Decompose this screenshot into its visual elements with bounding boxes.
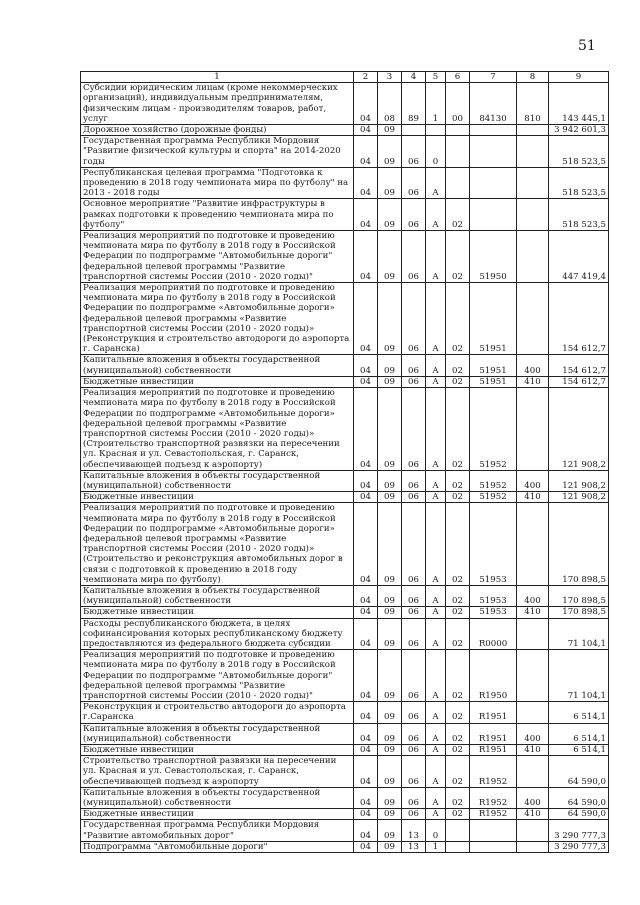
row-name-cell: Бюджетные инвестиции — [81, 607, 354, 618]
code-cell: R1951 — [470, 702, 517, 723]
code-cell: 410 — [517, 809, 549, 820]
code-cell: 06 — [402, 231, 426, 283]
row-name-cell: Государственная программа Республики Мордовия "Развитие физической культуры и спорта" на 2014-2020 годы — [81, 136, 354, 168]
code-cell: 09 — [378, 199, 402, 231]
code-cell: 02 — [446, 702, 470, 723]
code-cell — [446, 820, 470, 841]
code-cell: 02 — [446, 199, 470, 231]
code-cell: 09 — [378, 809, 402, 820]
code-cell: А — [426, 756, 446, 788]
code-cell — [446, 125, 470, 136]
row-name-cell: Республиканская целевая программа "Подготовка к проведению в 2018 году чемпионата мира по футболу" на 2013 - 2018 годы — [81, 167, 354, 199]
column-header: 4 — [402, 72, 426, 83]
code-cell: 02 — [446, 355, 470, 376]
table-row — [81, 650, 609, 702]
code-cell — [517, 167, 549, 199]
code-cell: 0 — [426, 136, 446, 168]
code-cell — [517, 618, 549, 650]
row-name-cell: Бюджетные инвестиции — [81, 809, 354, 820]
code-cell: 400 — [517, 470, 549, 491]
code-cell: 06 — [402, 745, 426, 756]
amount-cell: 6 514,1 — [549, 723, 609, 744]
code-cell: 09 — [378, 376, 402, 387]
code-cell: 400 — [517, 723, 549, 744]
code-cell: 410 — [517, 492, 549, 503]
code-cell — [446, 136, 470, 168]
table-row — [81, 167, 609, 199]
table-row — [81, 756, 609, 788]
code-cell: 06 — [402, 503, 426, 586]
code-cell: 09 — [378, 503, 402, 586]
table-row — [81, 607, 609, 618]
code-cell: 06 — [402, 470, 426, 491]
code-cell: 04 — [354, 388, 378, 471]
code-cell — [446, 841, 470, 852]
code-cell — [517, 199, 549, 231]
code-cell: 09 — [378, 585, 402, 606]
budget-table — [80, 71, 609, 853]
code-cell: 04 — [354, 723, 378, 744]
amount-cell: 518 523,5 — [549, 167, 609, 199]
code-cell: R1950 — [470, 650, 517, 702]
amount-cell: 6 514,1 — [549, 702, 609, 723]
code-cell: 04 — [354, 809, 378, 820]
amount-cell: 71 104,1 — [549, 618, 609, 650]
code-cell: 06 — [402, 355, 426, 376]
code-cell: 02 — [446, 607, 470, 618]
code-cell: 84130 — [470, 83, 517, 125]
code-cell: А — [426, 283, 446, 355]
code-cell: 04 — [354, 83, 378, 125]
code-cell — [446, 167, 470, 199]
code-cell: 04 — [354, 607, 378, 618]
code-cell: 51953 — [470, 503, 517, 586]
code-cell: А — [426, 745, 446, 756]
amount-cell: 6 514,1 — [549, 745, 609, 756]
row-name-cell: Основное мероприятие "Развитие инфраструктуры в рамках подготовки к проведению чемпионата мира по футболу" — [81, 199, 354, 231]
column-header: 7 — [470, 72, 517, 83]
code-cell: 0 — [426, 820, 446, 841]
table-row — [81, 136, 609, 168]
column-header: 1 — [81, 72, 354, 83]
table-row — [81, 841, 609, 852]
code-cell: 09 — [378, 355, 402, 376]
code-cell: А — [426, 492, 446, 503]
code-cell: А — [426, 618, 446, 650]
row-name-cell: Капитальные вложения в объекты государственной (муниципальной) собственности — [81, 723, 354, 744]
code-cell: 06 — [402, 787, 426, 808]
code-cell: А — [426, 607, 446, 618]
code-cell: 09 — [378, 388, 402, 471]
table-row — [81, 503, 609, 586]
code-cell: А — [426, 167, 446, 199]
code-cell: 02 — [446, 470, 470, 491]
table-row — [81, 83, 609, 125]
amount-cell: 518 523,5 — [549, 136, 609, 168]
table-row — [81, 492, 609, 503]
code-cell: 02 — [446, 585, 470, 606]
amount-cell: 170 898,5 — [549, 503, 609, 586]
code-cell — [470, 167, 517, 199]
code-cell — [517, 231, 549, 283]
table-row — [81, 388, 609, 471]
code-cell: А — [426, 585, 446, 606]
code-cell: 51953 — [470, 585, 517, 606]
code-cell: 09 — [378, 650, 402, 702]
amount-cell: 447 419,4 — [549, 231, 609, 283]
code-cell: 04 — [354, 283, 378, 355]
code-cell: 09 — [378, 492, 402, 503]
code-cell — [517, 136, 549, 168]
table-row — [81, 376, 609, 387]
code-cell: 04 — [354, 745, 378, 756]
row-name-cell: Капитальные вложения в объекты государственной (муниципальной) собственности — [81, 585, 354, 606]
code-cell: 02 — [446, 388, 470, 471]
code-cell: 02 — [446, 503, 470, 586]
code-cell: 02 — [446, 650, 470, 702]
code-cell: 400 — [517, 585, 549, 606]
code-cell: 13 — [402, 820, 426, 841]
code-cell: 04 — [354, 650, 378, 702]
table-row — [81, 125, 609, 136]
row-name-cell: Бюджетные инвестиции — [81, 376, 354, 387]
code-cell: А — [426, 355, 446, 376]
code-cell: 08 — [378, 83, 402, 125]
code-cell: 06 — [402, 702, 426, 723]
code-cell: 89 — [402, 83, 426, 125]
code-cell: 04 — [354, 167, 378, 199]
amount-cell: 121 908,2 — [549, 470, 609, 491]
code-cell: 04 — [354, 355, 378, 376]
code-cell: 02 — [446, 231, 470, 283]
code-cell: 02 — [446, 283, 470, 355]
code-cell: 13 — [402, 841, 426, 852]
code-cell: 06 — [402, 199, 426, 231]
code-cell: 02 — [446, 809, 470, 820]
code-cell: 04 — [354, 376, 378, 387]
table-row — [81, 820, 609, 841]
amount-cell: 3 290 777,3 — [549, 841, 609, 852]
code-cell — [517, 820, 549, 841]
code-cell: R1952 — [470, 787, 517, 808]
code-cell: А — [426, 787, 446, 808]
code-cell — [517, 125, 549, 136]
row-name-cell: Субсидии юридическим лицам (кроме некоммерческих организаций), индивидуальным предпринимателям, физическим лицам - производителям товаров, работ, услуг — [81, 83, 354, 125]
code-cell: 51953 — [470, 607, 517, 618]
code-cell: 06 — [402, 607, 426, 618]
code-cell: 09 — [378, 702, 402, 723]
code-cell: А — [426, 231, 446, 283]
amount-cell: 71 104,1 — [549, 650, 609, 702]
code-cell: 09 — [378, 470, 402, 491]
row-name-cell: Реализация мероприятий по подготовке и проведению чемпионата мира по футболу в 2018 году в Российской Федерации по подпрограмме «Автомобильные дороги» федеральной целевой программы «Развитие транспортной системы России (2010 - 2020 годы)» (Строительство транспортной развязки на пересечении ул. Красная и ул. Севастопольская, г. Саранск, обеспечивающей подъезд к аэропорту) — [81, 388, 354, 471]
code-cell: А — [426, 723, 446, 744]
code-cell: А — [426, 503, 446, 586]
amount-cell: 518 523,5 — [549, 199, 609, 231]
row-name-cell: Капитальные вложения в объекты государственной (муниципальной) собственности — [81, 787, 354, 808]
code-cell — [470, 841, 517, 852]
code-cell: 06 — [402, 756, 426, 788]
code-cell — [470, 820, 517, 841]
table-row — [81, 745, 609, 756]
amount-cell: 154 612,7 — [549, 376, 609, 387]
amount-cell: 64 590,0 — [549, 756, 609, 788]
row-name-cell: Реализация мероприятий по подготовке и проведению чемпионата мира по футболу в 2018 году в Российской Федерации по подпрограмме "Автомобильные дороги" федеральной целевой программы "Развитие транспортной системы России (2010 - 2020 годы)" — [81, 650, 354, 702]
code-cell: А — [426, 809, 446, 820]
code-cell — [470, 125, 517, 136]
code-cell: А — [426, 702, 446, 723]
code-cell — [517, 841, 549, 852]
code-cell: 02 — [446, 745, 470, 756]
row-name-cell: Бюджетные инвестиции — [81, 492, 354, 503]
table-row — [81, 809, 609, 820]
code-cell: 06 — [402, 585, 426, 606]
code-cell: 02 — [446, 756, 470, 788]
column-header: 6 — [446, 72, 470, 83]
amount-cell: 170 898,5 — [549, 607, 609, 618]
amount-cell: 143 445,1 — [549, 83, 609, 125]
amount-cell: 3 290 777,3 — [549, 820, 609, 841]
code-cell: 1 — [426, 83, 446, 125]
amount-cell: 121 908,2 — [549, 388, 609, 471]
code-cell: 04 — [354, 136, 378, 168]
code-cell: 06 — [402, 723, 426, 744]
code-cell: 51950 — [470, 231, 517, 283]
code-cell: 51951 — [470, 355, 517, 376]
code-cell: 1 — [426, 841, 446, 852]
code-cell: 04 — [354, 503, 378, 586]
table-row — [81, 355, 609, 376]
code-cell: 02 — [446, 376, 470, 387]
code-cell: А — [426, 470, 446, 491]
table-row — [81, 723, 609, 744]
amount-cell: 3 942 601,3 — [549, 125, 609, 136]
column-header: 2 — [354, 72, 378, 83]
code-cell — [517, 283, 549, 355]
column-header: 5 — [426, 72, 446, 83]
table-row — [81, 199, 609, 231]
code-cell: 09 — [378, 723, 402, 744]
amount-cell: 154 612,7 — [549, 355, 609, 376]
code-cell: 02 — [446, 492, 470, 503]
code-cell — [517, 756, 549, 788]
code-cell: 06 — [402, 283, 426, 355]
code-cell: 400 — [517, 787, 549, 808]
amount-cell: 154 612,7 — [549, 283, 609, 355]
code-cell: 09 — [378, 618, 402, 650]
code-cell: 09 — [378, 787, 402, 808]
amount-cell: 121 908,2 — [549, 492, 609, 503]
row-name-cell: Дорожное хозяйство (дорожные фонды) — [81, 125, 354, 136]
code-cell: 04 — [354, 470, 378, 491]
code-cell: А — [426, 650, 446, 702]
code-cell: 09 — [378, 167, 402, 199]
amount-cell: 64 590,0 — [549, 809, 609, 820]
row-name-cell: Реализация мероприятий по подготовке и проведению чемпионата мира по футболу в 2018 году в Российской Федерации по подпрограмме «Автомобильные дороги» федеральной целевой программы «Развитие транспортной системы России (2010 - 2020 годы)» (Строительство и реконструкция автомобильных дорог в связи с подготовкой к проведению в 2018 году чемпионата мира по футболу) — [81, 503, 354, 586]
code-cell: 06 — [402, 376, 426, 387]
code-cell: 04 — [354, 756, 378, 788]
code-cell: 09 — [378, 125, 402, 136]
table-row — [81, 787, 609, 808]
code-cell: А — [426, 376, 446, 387]
code-cell: А — [426, 199, 446, 231]
code-cell: R1951 — [470, 745, 517, 756]
code-cell: 09 — [378, 231, 402, 283]
column-header: 8 — [517, 72, 549, 83]
code-cell: 09 — [378, 756, 402, 788]
code-cell: 04 — [354, 820, 378, 841]
column-header: 9 — [549, 72, 609, 83]
table-row — [81, 283, 609, 355]
code-cell: 04 — [354, 231, 378, 283]
code-cell: 09 — [378, 745, 402, 756]
amount-cell: 170 898,5 — [549, 585, 609, 606]
code-cell: 04 — [354, 618, 378, 650]
code-cell: R1952 — [470, 756, 517, 788]
column-header: 3 — [378, 72, 402, 83]
code-cell: R1951 — [470, 723, 517, 744]
code-cell — [470, 136, 517, 168]
code-cell: 02 — [446, 787, 470, 808]
row-name-cell: Реконструкция и строительство автодороги до аэропорта г.Саранска — [81, 702, 354, 723]
code-cell: 810 — [517, 83, 549, 125]
code-cell: 410 — [517, 607, 549, 618]
row-name-cell: Капитальные вложения в объекты государственной (муниципальной) собственности — [81, 355, 354, 376]
code-cell: 06 — [402, 167, 426, 199]
row-name-cell: Строительство транспортной развязки на пересечении ул. Красная и ул. Севастопольская, г. Саранск, обеспечивающей подъезд к аэропорту — [81, 756, 354, 788]
code-cell: 09 — [378, 820, 402, 841]
table-row — [81, 585, 609, 606]
row-name-cell: Расходы республиканского бюджета, в целях софинансирования которых республиканскому бюджету предоставляются из федерального бюджета субсидии — [81, 618, 354, 650]
code-cell: А — [426, 388, 446, 471]
code-cell: 06 — [402, 388, 426, 471]
code-cell: 04 — [354, 841, 378, 852]
row-name-cell: Капитальные вложения в объекты государственной (муниципальной) собственности — [81, 470, 354, 491]
code-cell: R0000 — [470, 618, 517, 650]
table-row — [81, 618, 609, 650]
code-cell: 09 — [378, 841, 402, 852]
table-row — [81, 702, 609, 723]
row-name-cell: Реализация мероприятий по подготовке и проведению чемпионата мира по футболу в 2018 году в Российской Федерации по подпрограмме «Автомобильные дороги» федеральной целевой программы «Развитие транспортной системы России (2010 - 2020 годы)» (Реконструкция и строительство автодороги до аэропорта г. Саранска) — [81, 283, 354, 355]
table-row — [81, 231, 609, 283]
code-cell: 04 — [354, 585, 378, 606]
code-cell: R1952 — [470, 809, 517, 820]
code-cell: 04 — [354, 125, 378, 136]
table-body — [81, 83, 609, 853]
code-cell: 51952 — [470, 388, 517, 471]
row-name-cell: Реализация мероприятий по подготовке и проведению чемпионата мира по футболу в 2018 году в Российской Федерации по подпрограмме "Автомобильные дороги" федеральной целевой программы "Развитие транспортной системы России (2010 - 2020 годы)" — [81, 231, 354, 283]
code-cell: 51951 — [470, 283, 517, 355]
code-cell — [517, 388, 549, 471]
code-cell: 00 — [446, 83, 470, 125]
code-cell: 410 — [517, 745, 549, 756]
code-cell: 04 — [354, 492, 378, 503]
code-cell — [426, 125, 446, 136]
code-cell: 09 — [378, 607, 402, 618]
table-row — [81, 470, 609, 491]
code-cell — [470, 199, 517, 231]
code-cell: 06 — [402, 650, 426, 702]
code-cell: 09 — [378, 136, 402, 168]
code-cell — [517, 503, 549, 586]
code-cell — [517, 650, 549, 702]
code-cell — [517, 702, 549, 723]
code-cell: 400 — [517, 355, 549, 376]
code-cell: 410 — [517, 376, 549, 387]
code-cell: 02 — [446, 723, 470, 744]
code-cell: 51952 — [470, 470, 517, 491]
code-cell: 04 — [354, 199, 378, 231]
code-cell — [402, 125, 426, 136]
code-cell: 51952 — [470, 492, 517, 503]
code-cell: 04 — [354, 787, 378, 808]
code-cell: 06 — [402, 809, 426, 820]
code-cell: 06 — [402, 492, 426, 503]
amount-cell: 64 590,0 — [549, 787, 609, 808]
code-cell: 06 — [402, 618, 426, 650]
code-cell: 06 — [402, 136, 426, 168]
code-cell: 04 — [354, 702, 378, 723]
code-cell: 02 — [446, 618, 470, 650]
page-number: 51 — [578, 38, 596, 54]
code-cell: 09 — [378, 283, 402, 355]
table-header-row — [81, 72, 609, 83]
code-cell: 51951 — [470, 376, 517, 387]
row-name-cell: Бюджетные инвестиции — [81, 745, 354, 756]
row-name-cell: Государственная программа Республики Мордовия "Развитие автомобильных дорог" — [81, 820, 354, 841]
row-name-cell: Подпрограмма "Автомобильные дороги" — [81, 841, 354, 852]
